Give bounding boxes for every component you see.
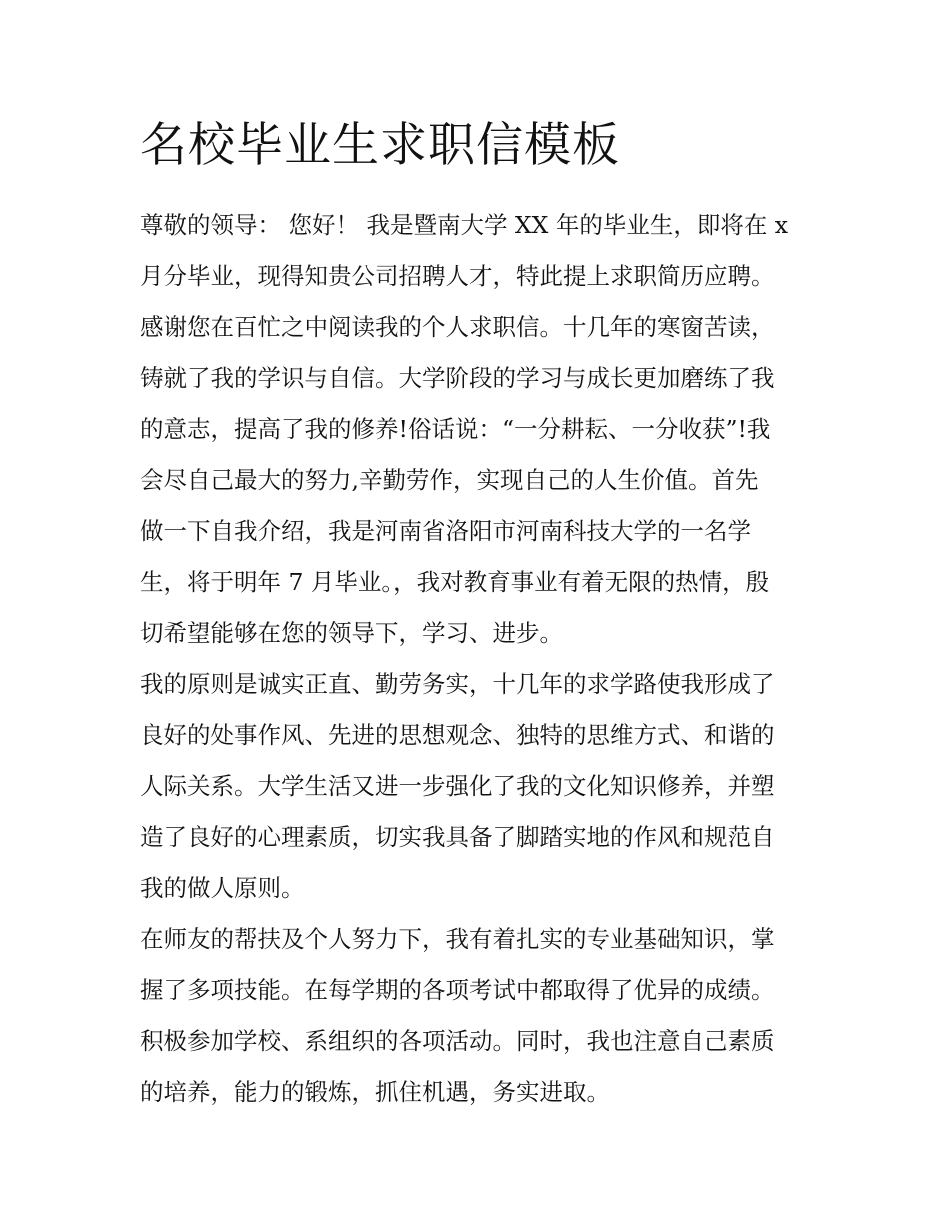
text-line: 握了多项技能。在每学期的各项考试中都取得了优异的成绩。 <box>140 976 775 1004</box>
text-line: 我的原则是诚实正直、勤劳务实，十几年的求学路使我形成了 <box>140 670 775 698</box>
text-line: 会尽自己最大的努力,辛勤劳作，实现自己的人生价值。首先 <box>140 466 759 494</box>
text-line: 人际关系。大学生活又进一步强化了我的文化知识修养，并塑 <box>140 772 775 800</box>
text-line: 尊敬的领导： 您好！ 我是暨南大学 XX 年的毕业生，即将在 x <box>140 211 789 239</box>
text-line: 生，将于明年 7 月毕业。，我对教育事业有着无限的热情，殷 <box>140 568 770 596</box>
text-line: 月分毕业，现得知贵公司招聘人才，特此提上求职简历应聘。 <box>140 262 775 290</box>
text-line: 做一下自我介绍，我是河南省洛阳市河南科技大学的一名学 <box>140 517 751 545</box>
text-line: 铸就了我的学识与自信。大学阶段的学习与成长更加磨练了我 <box>140 364 775 392</box>
text-line: 的培养，能力的锻炼，抓住机遇，务实进取。 <box>140 1078 610 1106</box>
text-line: 的意志，提高了我的修养!俗话说：“一分耕耘、一分收获”!我 <box>140 415 771 443</box>
text-line: 在师友的帮扶及个人努力下，我有着扎实的专业基础知识，掌 <box>140 925 775 953</box>
text-line: 良好的处事作风、先进的思想观念、独特的思维方式、和谐的 <box>140 721 775 749</box>
text-line: 感谢您在百忙之中阅读我的个人求职信。十几年的寒窗苦读， <box>140 313 775 341</box>
document-page <box>140 112 820 1118</box>
text-line: 积极参加学校、系组织的各项活动。同时，我也注意自己素质 <box>140 1027 775 1055</box>
text-line: 我的做人原则。 <box>140 874 305 902</box>
text-line: 切希望能够在您的领导下，学习、进步。 <box>140 619 563 647</box>
document-body <box>140 200 820 1118</box>
text-line: 造了良好的心理素质，切实我具备了脚踏实地的作风和规范自 <box>140 823 775 851</box>
page-title: 名校毕业生求职信模板 <box>140 118 620 173</box>
